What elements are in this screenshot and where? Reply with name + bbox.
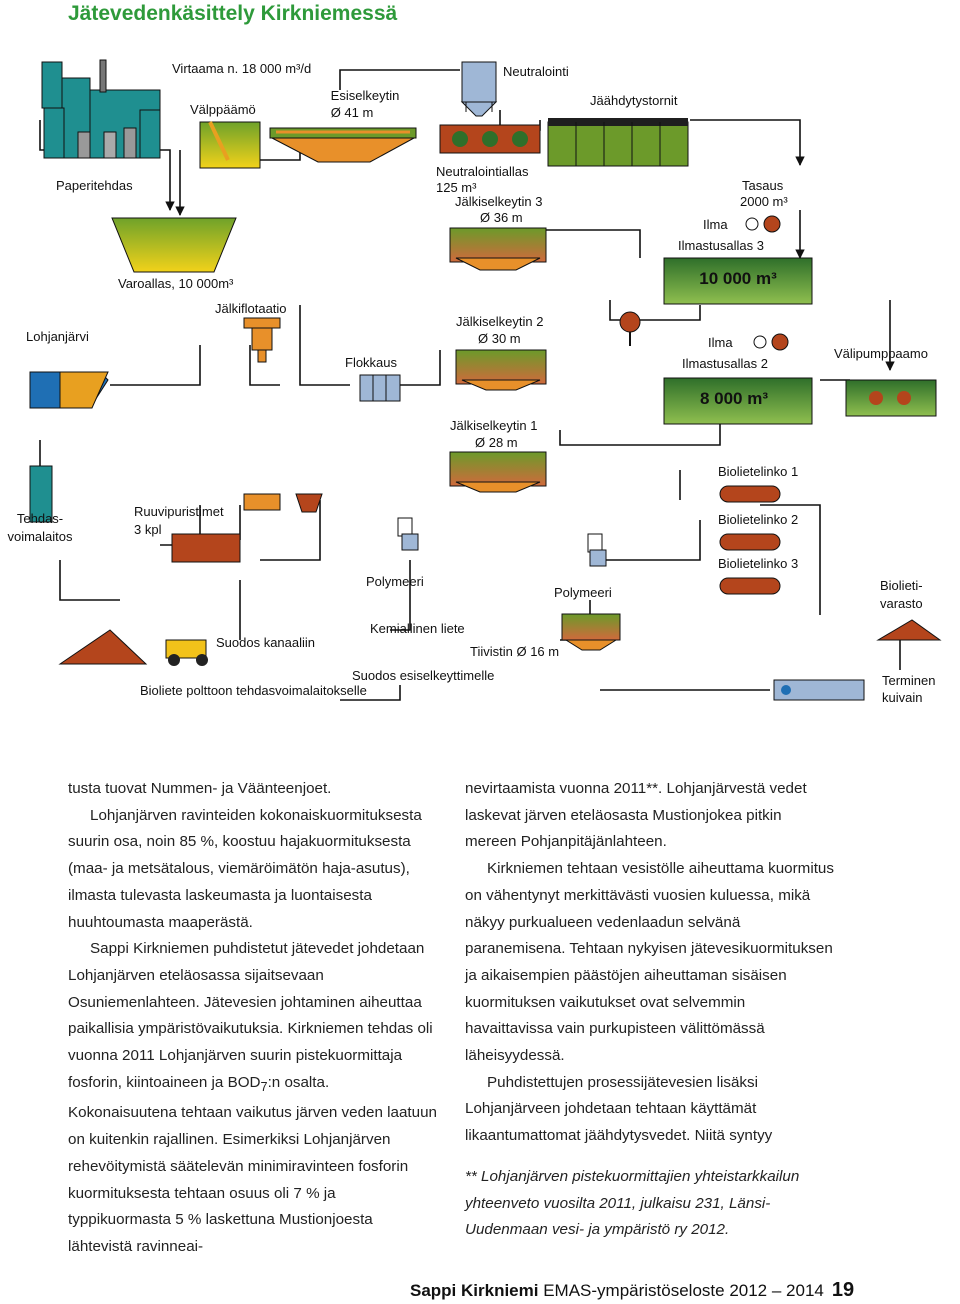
paperitehdas-label: Paperitehdas — [56, 178, 133, 193]
left-paragraph-1: tusta tuovat Nummen- ja Väänteenjoet. — [68, 780, 332, 797]
neutralointiallas-label: Neutralointiallas — [436, 164, 529, 179]
neutralointiallas-volume-label: 125 m³ — [436, 180, 477, 195]
lohjanjarvi-label: Lohjanjärvi — [26, 329, 89, 344]
jalkiflotaatio-label: Jälkiflotaatio — [215, 301, 287, 316]
primary-clarifier-icon — [270, 128, 416, 162]
biolietelinko3-label: Biolietelinko 3 — [718, 556, 799, 571]
esiselkeytin-size-label: Ø 41 m — [330, 105, 374, 120]
intermediate-pumping-icon — [846, 380, 936, 416]
ruuvipuristimet-label: Ruuvipuristimet — [134, 504, 224, 519]
tehdasvoimalaitos-label-2: voimalaitos — [7, 529, 73, 544]
suodos-esiselkeyttimelle-label: Suodos esiselkeyttimelle — [352, 668, 495, 683]
page-title: Jätevedenkäsittely Kirkniemessä — [68, 2, 398, 25]
neutralization-pumps-icon — [440, 125, 540, 153]
polymeeri-label-1: Polymeeri — [366, 574, 424, 589]
sludge-line-2-icon — [720, 534, 780, 550]
biolietelinko1-label: Biolietelinko 1 — [718, 464, 799, 479]
tiivistin-label: Tiivistin Ø 16 m — [470, 644, 560, 659]
footnote: ** Lohjanjärven pistekuormittajien yhteistarkkailun yhteenveto vuosilta 2011, julkaisu 231, Länsi-Uudenmaan vesi- ja ympäristö ry 2012. — [465, 1167, 800, 1239]
text-column-right — [465, 776, 837, 1244]
terminen-label-1: Terminen — [882, 673, 936, 688]
flokkaus-label: Flokkaus — [345, 355, 398, 370]
ilma-label-1: Ilma — [703, 217, 728, 232]
jalkiselkeytin3-label: Jälkiselkeytin 3 — [455, 194, 543, 209]
footer-brand: Sappi Kirkniemi — [410, 1281, 539, 1300]
thermal-dryer-icon — [774, 680, 864, 700]
jalkiselkeytin2-label: Jälkiselkeytin 2 — [456, 314, 544, 329]
esiselkeytin-label: Esiselkeytin — [330, 88, 400, 103]
cooling-towers-icon — [548, 118, 688, 166]
bioliete-varasto-label-2: varasto — [880, 596, 923, 611]
secondary-clarifier-2-icon — [456, 350, 546, 390]
bar-screen-icon — [200, 122, 260, 168]
jalkiselkeytin1-size-label: Ø 28 m — [475, 435, 518, 450]
ilmastusallas3-label: Ilmastusallas 3 — [678, 238, 764, 253]
varoallas-label: Varoallas, 10 000m³ — [118, 276, 234, 291]
neutralointi-label: Neutralointi — [503, 64, 569, 79]
flow-rate-label: Virtaama n. 18 000 m³/d — [172, 61, 312, 76]
tasaus-label: Tasaus — [742, 178, 784, 193]
pump-icon — [620, 312, 640, 346]
secondary-clarifier-3-icon — [450, 228, 546, 270]
valipumppaamo-label: Välipumppaamo — [834, 346, 928, 361]
ruuvipuristimet-count-label: 3 kpl — [134, 522, 162, 537]
tasaus-volume-label: 2000 m³ — [740, 194, 788, 209]
terminen-label-2: kuivain — [882, 690, 923, 705]
suodos-kanaaliin-label: Suodos kanaaliin — [216, 635, 316, 650]
process-diagram — [0, 40, 960, 720]
left-paragraph-3-end: :n osalta. Kokonaisuutena tehtaan vaikutus järven veden laatuun on kuitenkin rajallinen. Esimerkiksi Lohjanjärven rehevöitymistä säätelevän minimiravinteen fosforin kuormituksesta tehtaan osuus oli 7 % ja typpikuormasta 5 % laskettuna Mustionjoesta lähtevistä ravinneai- — [68, 1073, 437, 1255]
sludge-storage-icon — [878, 620, 940, 640]
neutralization-silo-icon — [462, 62, 496, 116]
jalkiselkeytin2-size-label: Ø 30 m — [478, 331, 521, 346]
bod-subscript: 7 — [260, 1079, 268, 1094]
sludge-line-1-icon — [720, 486, 780, 502]
lake-icon — [30, 372, 108, 408]
bioliete-polttoon-label: Bioliete polttoon tehdasvoimalaitokselle — [140, 683, 367, 698]
right-paragraph-3: Puhdistettujen prosessijätevesien lisäksi Lohjanjärveen johdetaan tehtaan käyttämät likaantumattomat jäähdytysvedet. Niitä syntyy — [465, 1073, 773, 1145]
ilma-label-2: Ilma — [708, 335, 733, 350]
polymer-tank-2-icon — [588, 534, 606, 566]
polymer-tank-1-icon — [398, 518, 418, 550]
biolietelinko2-label: Biolietelinko 2 — [718, 512, 799, 527]
jaahdytystornit-label: Jäähdytystornit — [590, 93, 678, 108]
ilmastusallas2-label: Ilmastusallas 2 — [682, 356, 768, 371]
blower-icon — [746, 216, 780, 232]
page-number: 19 — [831, 1279, 855, 1301]
jalkiselkeytin1-label: Jälkiselkeytin 1 — [450, 418, 538, 433]
paper-mill-icon — [42, 60, 160, 158]
tractor-icon — [166, 640, 208, 666]
page-footer — [410, 1279, 854, 1302]
sludge-pile-icon — [60, 630, 146, 664]
left-paragraph-3 — [68, 936, 440, 1260]
kemiallinen-liete-label: Kemiallinen liete — [370, 621, 465, 636]
thickener-icon — [562, 614, 620, 650]
ilmastusallas3-volume: 10 000 m³ — [699, 269, 777, 288]
footer-title: EMAS-ympäristöseloste 2012 – 2014 — [538, 1281, 824, 1300]
safety-basin-icon — [112, 218, 236, 272]
secondary-clarifier-1-icon — [450, 452, 546, 492]
ilmastusallas2-volume: 8 000 m³ — [699, 389, 769, 408]
right-paragraph-2: Kirkniemen tehtaan vesistölle aiheuttama kuormitus on vähentynyt merkittävästi vuosien kuluessa, mikä näkyy purkualueen vedenlaadun selvänä paranemisena. Tehtaan nykyisen jätevesikuormituksen ja aikaisempien päästöjen aiheuttaman sisäisen kuormituksen vaikutukset ovat selvemmin havaittavissa vain purkupisteen välittömässä läheisyydessä. — [465, 860, 834, 1065]
left-paragraph-2: Lohjanjärven ravinteiden kokonaiskuormituksesta suurin osa, noin 85 %, koostuu hajakuormituksesta (maa- ja metsätalous, viemäröimätön haja-asutus), ilmasta tulevasta laskeumasta ja luontaisesta huuhtoumasta maaperästä. — [68, 806, 422, 931]
valppaamo-label: Välppäämö — [190, 102, 256, 117]
blower-2-icon — [754, 334, 788, 350]
jalkiselkeytin3-size-label: Ø 36 m — [480, 210, 523, 225]
polymeeri-label-2: Polymeeri — [554, 585, 612, 600]
right-paragraph-1: nevirtaamista vuonna 2011**. Lohjanjärvestä vedet laskevat järven eteläosasta Mustionjokea pitkin mereen Pohjanpitäjänlahteen. — [465, 780, 807, 851]
left-paragraph-3-start: Sappi Kirkniemen puhdistetut jätevedet johdetaan Lohjanjärven eteläosassa sijaitsevaan Osuniemenlahteen. Jätevesien johtaminen aiheuttaa paikallisia ympäristövaikutuksia. Kirkniemen tehdas oli vuonna 2011 Lohjanjärven suurin pistekuormittaja fosforin, kiintoaineen ja — [68, 940, 433, 1091]
sludge-line-3-icon — [720, 578, 780, 594]
bod-label: BOD — [227, 1073, 261, 1091]
bioliete-varasto-label-1: Biolieti- — [880, 578, 923, 593]
flocculation-tank-icon — [360, 375, 400, 401]
tehdasvoimalaitos-label-1: Tehdas- — [16, 511, 64, 526]
text-column-left — [68, 776, 440, 1261]
